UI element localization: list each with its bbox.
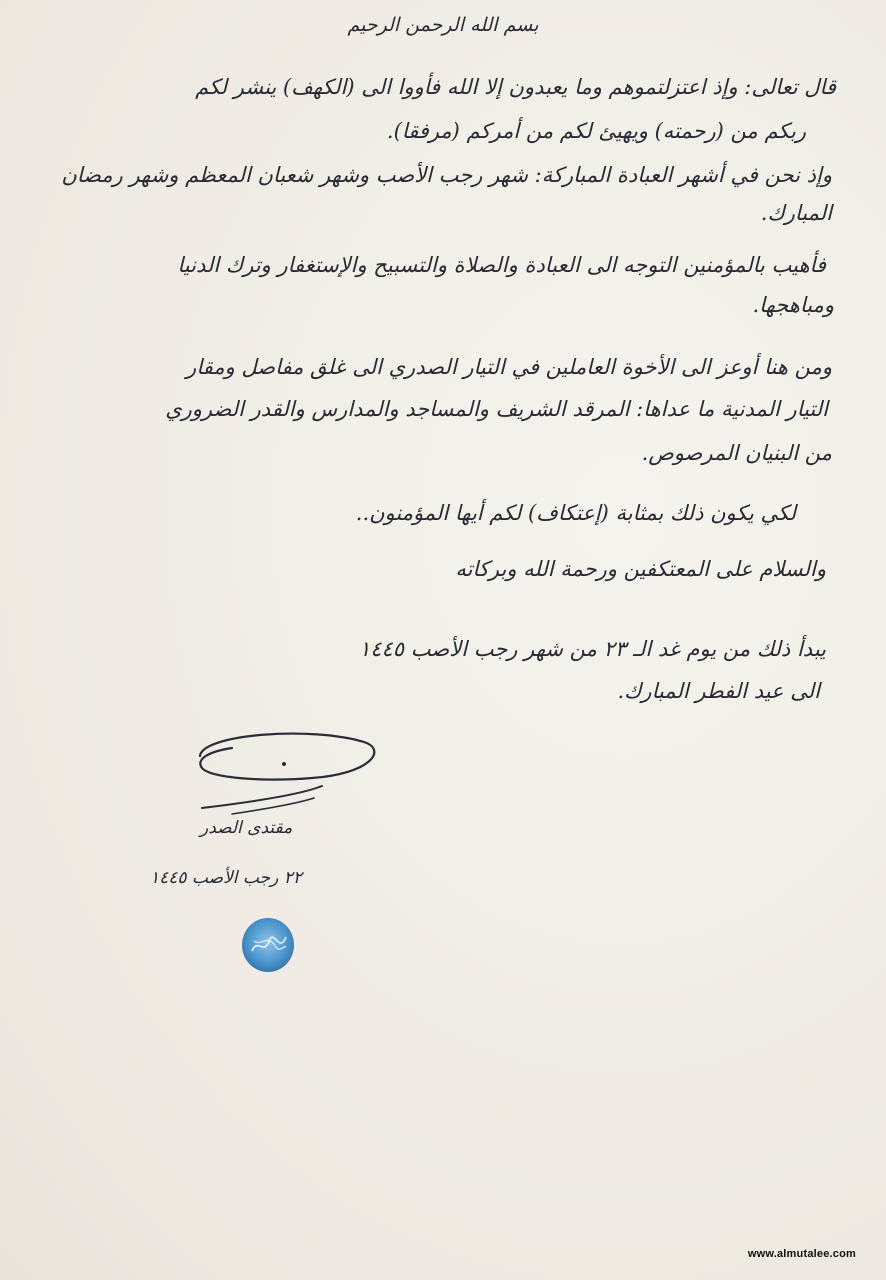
letter-line: والسلام على المعتكفين ورحمة الله وبركاته (455, 557, 826, 581)
letter-line: لكي يكون ذلك بمثابة (إعتكاف) لكم أيها المؤمنون.. (355, 501, 796, 525)
letter-line: قال تعالى: وإذ اعتزلتموهم وما يعبدون إلا الله فأووا الى (الكهف) ينشر لكم (195, 75, 836, 99)
letter-line: ربكم من (رحمته) ويهيئ لكم من أمركم (مرفقا). (386, 119, 806, 143)
letter-line: التيار المدنية ما عداها: المرقد الشريف والمساجد والمدارس والقدر الضروري (165, 397, 828, 421)
basmala: بسم الله الرحمن الرحيم (347, 14, 539, 36)
letter-line: ومباهجها. (752, 293, 834, 317)
letter-line: فأهيب بالمؤمنين التوجه الى العبادة والصلاة والتسبيح والإستغفار وترك الدنيا (177, 253, 826, 277)
signature-date: ٢٢ رجب الأصب ١٤٤٥ (150, 868, 302, 888)
letter-line: وإذ نحن في أشهر العبادة المباركة: شهر رجب الأصب وشهر شعبان المعظم وشهر رمضان (61, 163, 832, 187)
signature-name: مقتدى الصدر (200, 818, 293, 838)
handwritten-signature (192, 728, 382, 818)
letter-line: ومن هنا أوعز الى الأخوة العاملين في التيار الصدري الى غلق مفاصل ومقار (186, 355, 832, 379)
letter-line: من البنيان المرصوص. (641, 441, 832, 465)
letter-line: المبارك. (760, 201, 832, 225)
official-seal (240, 917, 296, 973)
website-watermark: www.almutalee.com (747, 1248, 856, 1260)
letter-line: الى عيد الفطر المبارك. (617, 679, 820, 703)
letter-line: يبدأ ذلك من يوم غد الـ ٢٣ من شهر رجب الأصب ١٤٤٥ (358, 637, 826, 661)
